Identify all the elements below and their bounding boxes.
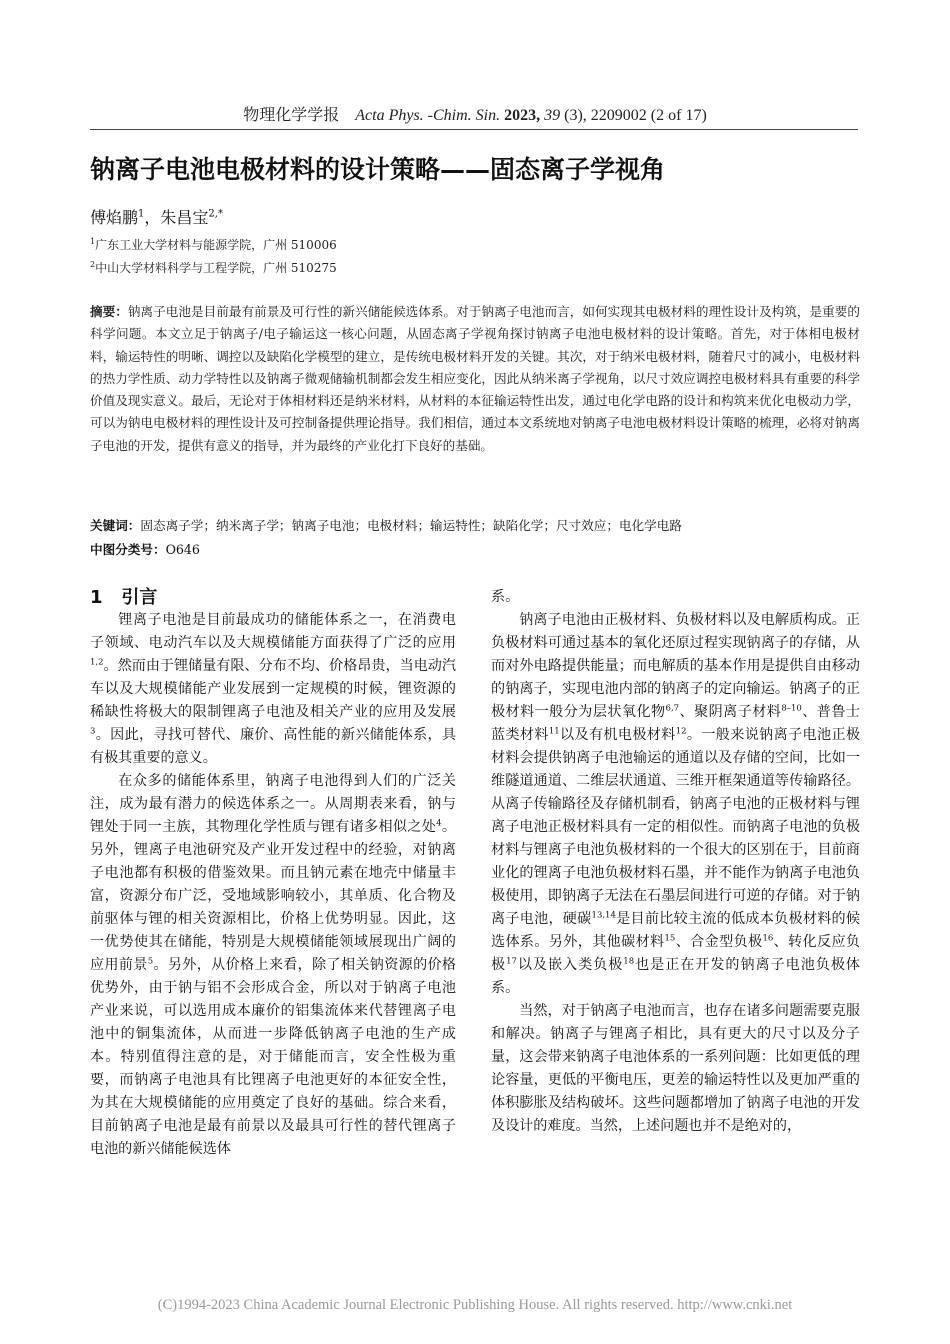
abstract-label: 摘要： — [90, 304, 128, 319]
section-title: 引言 — [121, 587, 158, 608]
citation: 13,14 — [591, 910, 616, 921]
paragraph-text: 以及嵌入类负极 — [516, 957, 624, 973]
affiliation-text: 广东工业大学材料与能源学院，广州 510006 — [95, 238, 337, 252]
paragraph: 当然，对于钠离子电池而言，也存在诸多问题需要克服和解决。钠离子与锂离子相比，具有更大的尺寸以及分子量，这会带来钠离子电池体系的一系列问题：比如更低的理论容量，更低的平衡电压，更差的输运特性以及更加严重的体积膨胀及结构破坏。这些问题都增加了钠离子电池的开发及设计的难度。当然，上述问题也并不是绝对的， — [491, 1003, 860, 1134]
paragraph-text: 在众多的储能体系里，钠离子电池得到人们的广泛关注，成为最有潜力的候选体系之一。从周期表来看，钠与锂处于同一主族，其物理化学性质与锂有诸多相似之处 — [90, 773, 456, 835]
section-heading — [90, 583, 157, 609]
paragraph-text: 、聚阴离子材料 — [679, 704, 782, 720]
citation: 12 — [675, 726, 687, 737]
paragraph-text: 锂离子电池是目前最成功的储能体系之一，在消费电子领域、电动汽车以及大规模储能方面获得了广泛的应用 — [90, 612, 456, 651]
abstract-text: 钠离子电池是目前最有前景及可行性的新兴储能候选体系。对于钠离子电池而言，如何实现其电极材料的理性设计及构筑，是重要的科学问题。本文立足于钠离子/电子输运这一核心问题，从固态离子学视角探讨钠离子电池电极材料的设计策略。首先，对于体相电极材料，输运特性的明晰、调控以及缺陷化学模型的建立，是传统电极材料开发的关键。其次，对于纳米电极材料，随着尺寸的减小，电极材料的热力学性质、动力学特性以及钠离子微观储输机制都会发生相应变化，因此从纳米离子学视角，以尺寸效应调控电极材料具有重要的科学价值及现实意义。最后，无论对于体相材料还是纳米材料，从材料的本征输运特性出发，通过电化学电路的设计和构筑来优化电极动力学，可以为钠电电极材料的理性设计及可控制备提供理论指导。我们相信，通过本文系统地对钠离子电池电极材料设计策略的梳理，必将对钠离子电池的开发，提供有意义的指导，并为最终的产业化打下良好的基础。 — [90, 304, 861, 453]
paper-title: 钠离子电池电极材料的设计策略——固态离子学视角 — [90, 155, 666, 184]
clc-value: O646 — [165, 542, 200, 557]
keywords-text: 固态离子学；纳米离子学；钠离子电池；电极材料；输运特性；缺陷化学；尺寸效应；电化学电路 — [140, 518, 682, 533]
keywords-label: 关键词： — [90, 518, 141, 533]
affiliation-text: 中山大学材料科学与工程学院，广州 510275 — [95, 261, 337, 275]
citation: 16 — [762, 933, 774, 944]
classification-number — [90, 539, 200, 561]
citation: 6,7 — [665, 703, 680, 714]
author-name: 傅焰鹏 — [90, 208, 139, 227]
paragraph-text: 是目前比较主流的低成本负极材料的候选体系。另外，其他碳材料 — [491, 911, 861, 950]
paragraph-text: 。然而由于锂储量有限、分布不均、价格昂贵，当电动汽车以及大规模储能产业发展到一定规模的时候，锂资源的稀缺性将极大的限制锂离子电池及相关产业的应用及发展 — [90, 658, 456, 720]
citation: 11 — [548, 726, 560, 737]
paragraph — [90, 609, 456, 770]
citation: 1,2 — [90, 657, 104, 668]
paragraph-text: 以及有机电极材料 — [559, 727, 676, 743]
citation: 17 — [506, 956, 517, 967]
keywords — [90, 515, 860, 537]
paragraph — [90, 770, 456, 1161]
right-column — [491, 586, 860, 1138]
author-list — [90, 205, 223, 228]
journal-year: 2023, — [504, 107, 541, 124]
paragraph-text: 、合金型负极 — [675, 934, 763, 950]
journal-volume: 39 — [544, 107, 561, 124]
paragraph-text: 钠离子电池由正极材料、负极材料以及电解质构成。正负极材料可通过基本的氧化还原过程实现钠离子的存储，从而对外电路提供能量；而电解质的基本作用是提供自由移动的钠离子，实现电池内部的钠离子的定向输运。钠离子的正极材料一般分为层状氧化物 — [491, 612, 860, 720]
paragraph-text: 、普鲁士蓝类材料 — [491, 704, 861, 743]
paragraph — [491, 609, 860, 1000]
header-rule — [90, 129, 858, 130]
issue-article-number: (3), 2209002 (2 of 17) — [564, 107, 707, 124]
paragraph-text: 、转化反应负极 — [491, 934, 861, 973]
author-affil-marker: 1 — [138, 208, 145, 220]
citation: 8–10 — [781, 703, 802, 714]
paragraph: 系。 — [491, 589, 520, 605]
affiliation-marker: 1 — [90, 237, 96, 246]
citation: 4 — [436, 818, 442, 829]
paragraph-text: 。另外，锂离子电池研究及产业开发过程中的经验，对钠离子电池都有积极的借鉴效果。而且钠元素在地壳中储量丰富，资源分布广泛，受地域影响较小，其单质、化合物及前驱体与锂的相关资源相比，价格上优势明显。因此，这一优势使其在储能，特别是大规模储能领域展现出广阔的应用前景 — [90, 819, 457, 973]
affiliation-marker: 2 — [90, 260, 96, 269]
author-separator: ， — [144, 208, 161, 227]
copyright-footer: (C)1994-2023 China Academic Journal Electronic Publishing House. All rights reserved. http://www.cnki.net — [157, 1297, 793, 1313]
citation: 18 — [623, 956, 635, 967]
paragraph-text: 。因此，寻找可替代、廉价、高性能的新兴储能体系，具有极其重要的意义。 — [90, 727, 456, 766]
section-number: 1 — [90, 587, 103, 608]
citation: 5 — [147, 956, 154, 967]
journal-name-cn: 物理化学学报 — [243, 107, 340, 124]
paragraph-text: 也是正在开发的钠离子电池负极体系。 — [491, 957, 861, 996]
paragraph-text: 。另外，从价格上来看，除了相关钠资源的价格优势外，由于钠与铝不会形成合金，所以对于钠离子电池产业来说，可以选用成本廉价的铝集流体来代替锂离子电池中的铜集流体，从而进一步降低钠离子电池的生产成本。特别值得注意的是，对于储能而言，安全性极为重要，而钠离子电池具有比锂离子电池更好的本征安全性，为其在大规模储能的应用奠定了良好的基础。综合来看，目前钠离子电池是最有前景以及最具可行性的替代锂离子电池的新兴储能候选体 — [90, 957, 457, 1157]
left-column — [90, 609, 456, 1161]
paragraph-text: 。一般来说钠离子电池正极材料会提供钠离子电池输运的通道以及存储的空间，比如一维隧道通道、二维层状通道、三维开框架通道等传输路径。从离子传输路径及存储机制看，钠离子电池的正极材料与锂离子电池正极材料具有一定的相似性。而钠离子电池的负极材料与锂离子电池负极材料的一个很大的区别在于，目前商业化的锂离子电池负极材料石墨，并不能作为钠离子电池负极使用，即钠离子无法在石墨层间进行可逆的存储。对于钠离子电池，硬碳 — [491, 727, 861, 927]
citation: 15 — [664, 933, 676, 944]
affiliation — [90, 236, 337, 253]
citation: 3 — [90, 726, 96, 737]
author-affil-marker: 2,* — [208, 208, 223, 220]
running-head — [0, 102, 950, 125]
author-name: 朱昌宝 — [160, 208, 209, 227]
abstract — [90, 301, 860, 457]
journal-name-en: Acta Phys. -Chim. Sin. — [355, 107, 501, 124]
affiliation — [90, 259, 337, 276]
clc-label: 中图分类号： — [90, 542, 166, 557]
